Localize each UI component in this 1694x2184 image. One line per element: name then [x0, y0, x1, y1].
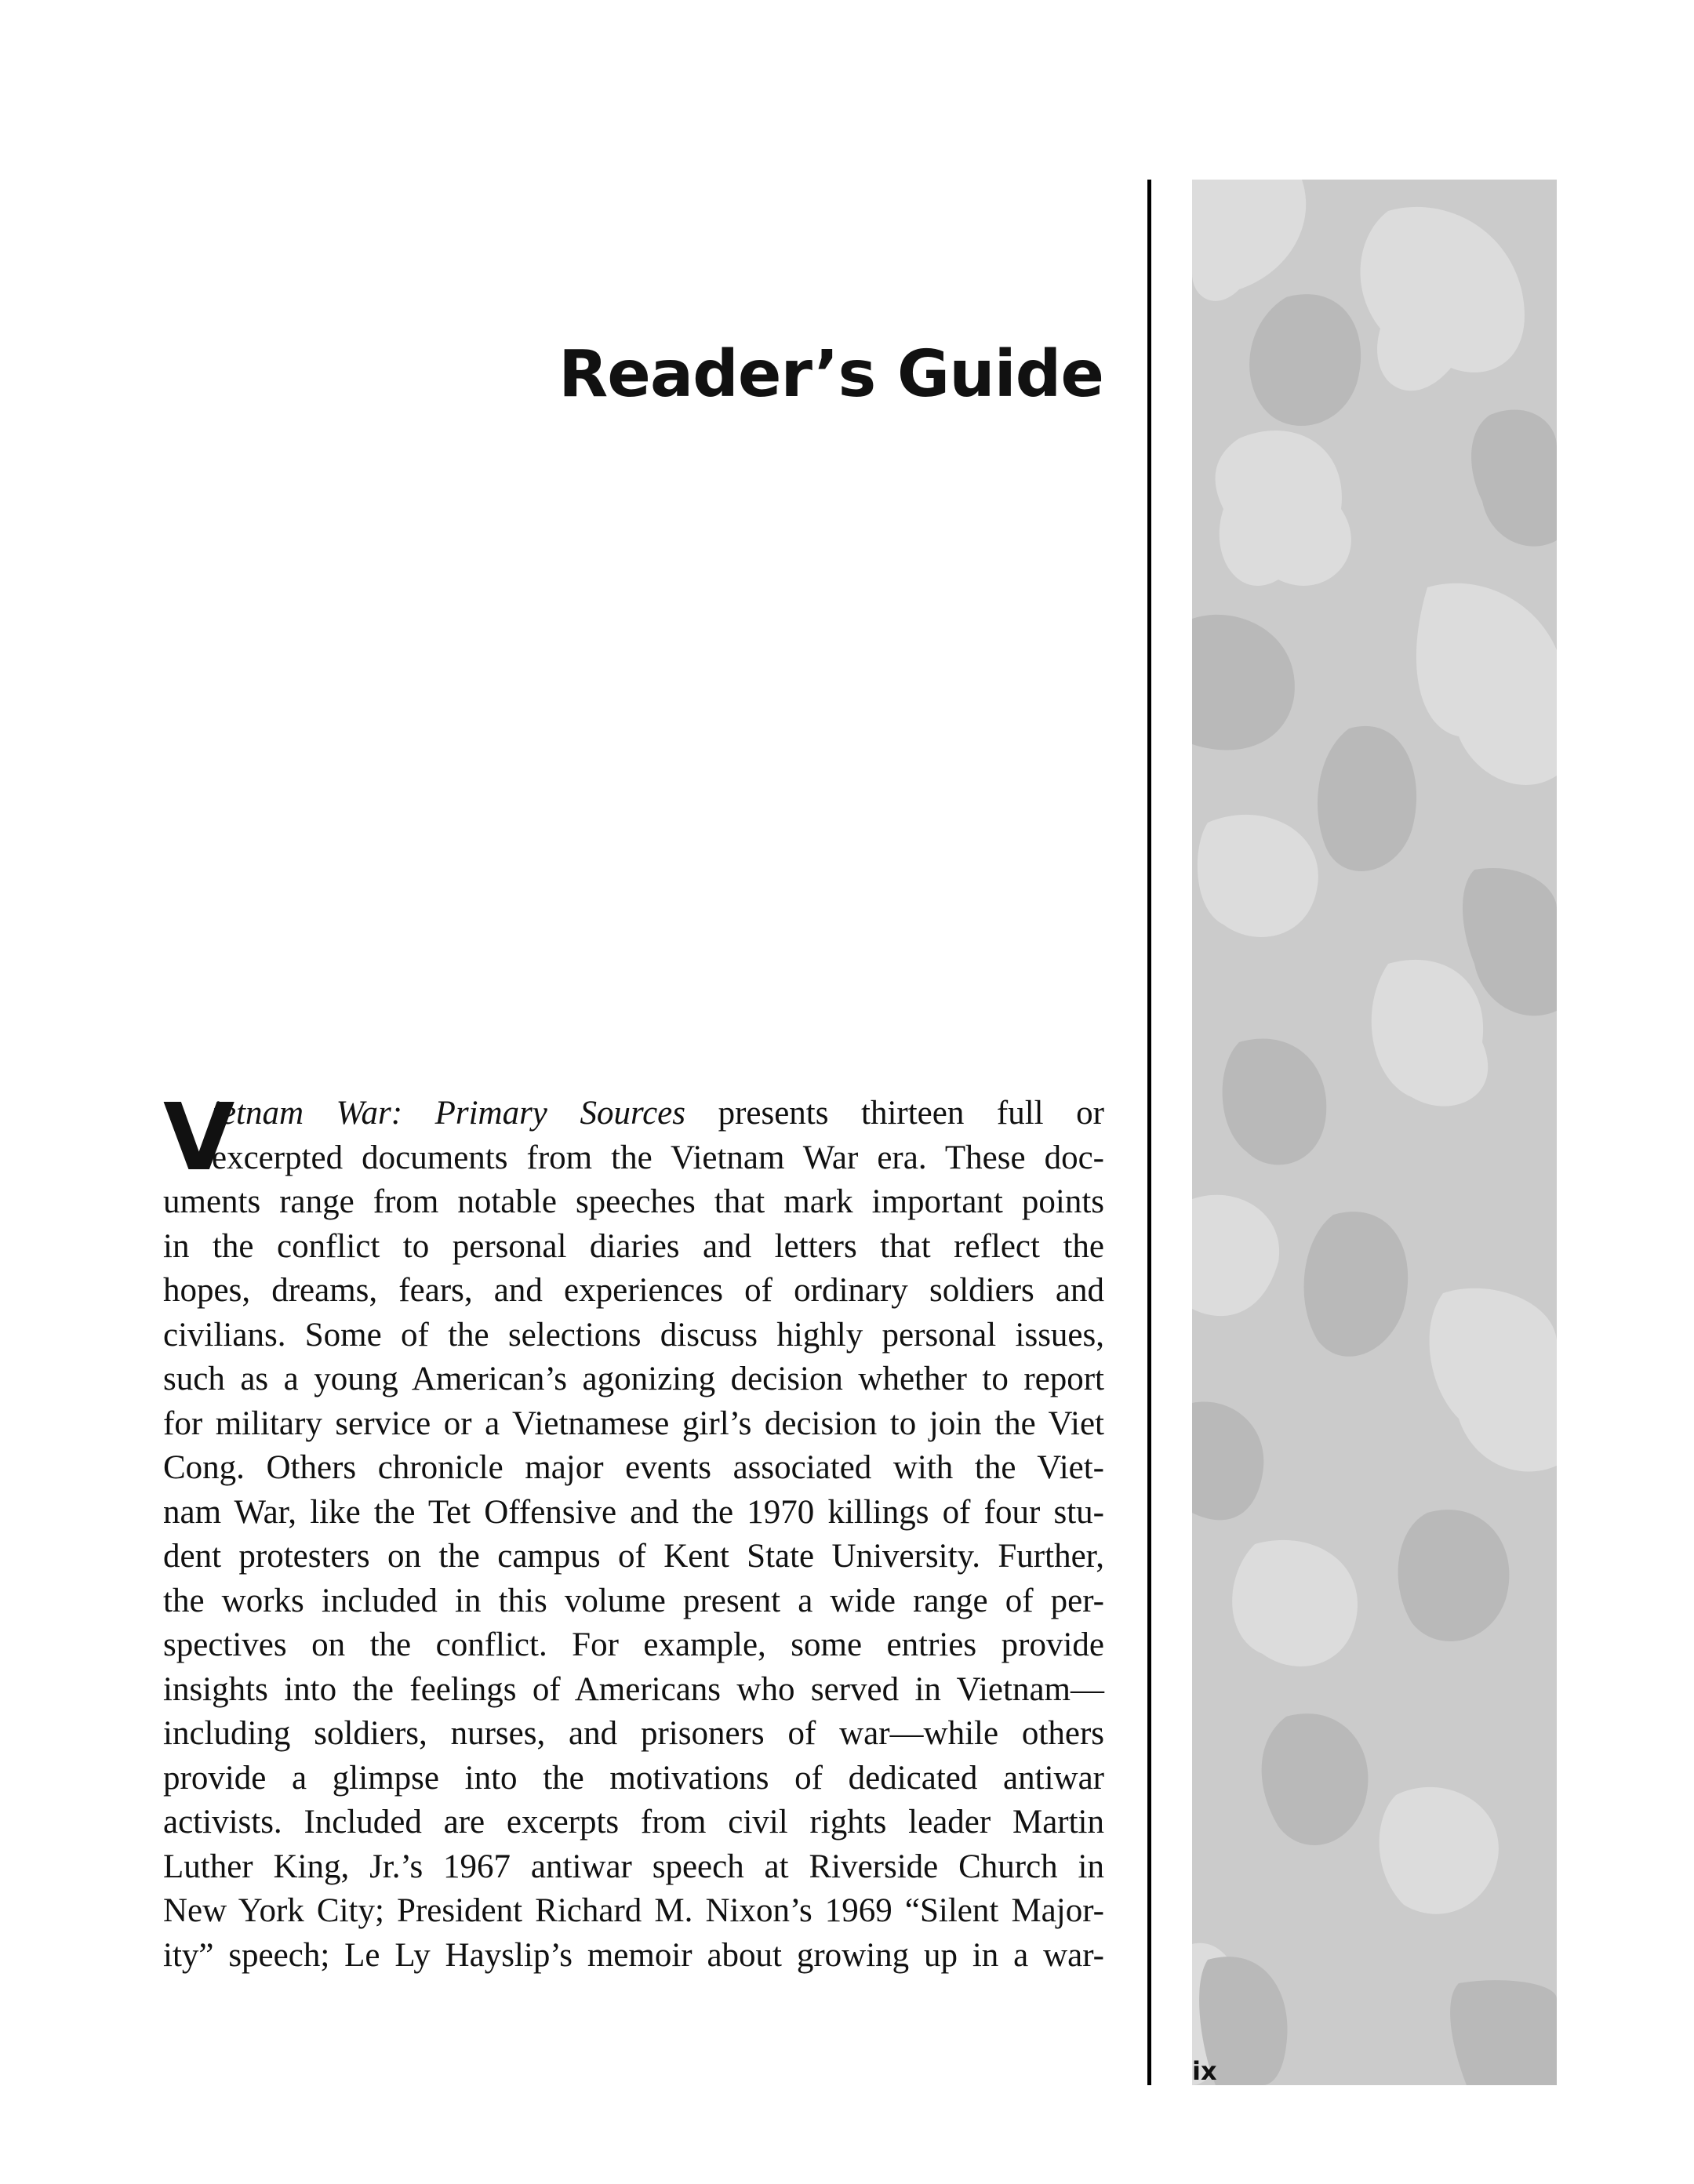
text-line: such as a young American’s agonizing decision whether to report — [163, 1361, 1104, 1397]
text-line: civilians. Some of the selections discuss highly personal issues, — [163, 1316, 1104, 1354]
text-fragment: presents thirteen full or — [718, 1095, 1104, 1132]
text-line: New York City; President Richard M. Nixon’s 1969 “Silent Major- — [163, 1892, 1104, 1929]
text-line — [212, 1092, 1104, 1136]
page-title: Reader’s Guide — [558, 337, 1103, 412]
text-line: Cong. Others chronicle major events associated with the Viet- — [163, 1449, 1104, 1486]
text-line: spectives on the conflict. For example, some entries provide — [163, 1626, 1104, 1663]
text-line: Luther King, Jr.’s 1967 antiwar speech at Riverside Church in — [163, 1848, 1104, 1885]
text-line: dent protesters on the campus of Kent State University. Further, — [163, 1538, 1104, 1575]
text-line: hopes, dreams, fears, and experiences of ordinary soldiers and — [163, 1272, 1104, 1309]
text-line: for military service or a Vietnamese girl’s decision to join the Viet — [163, 1405, 1104, 1442]
body-paragraph — [163, 1083, 1104, 1978]
text-line: activists. Included are excerpts from civil rights leader Martin — [163, 1804, 1104, 1841]
text-line: uments range from notable speeches that mark important points — [163, 1183, 1104, 1220]
text-line: insights into the feelings of Americans who served in Vietnam— — [163, 1670, 1104, 1708]
text-line: including soldiers, nurses, and prisoners of war—while others — [163, 1715, 1104, 1752]
vertical-rule — [1147, 180, 1151, 2085]
text-line: nam War, like the Tet Offensive and the 1970 killings of four stu- — [163, 1493, 1104, 1531]
book-title: ietnam War: Primary Sources — [212, 1095, 685, 1132]
text-line: in the conflict to personal diaries and letters that reflect the — [163, 1227, 1104, 1265]
text-line: provide a glimpse into the motivations of dedicated antiwar — [163, 1759, 1104, 1797]
page-number: ix — [1192, 2056, 1217, 2086]
drop-cap: V — [163, 1083, 235, 1191]
text-line: excerpted documents from the Vietnam War era. These doc- — [212, 1139, 1104, 1176]
camouflage-band — [1192, 180, 1557, 2085]
text-line: ity” speech; Le Ly Hayslip’s memoir about growing up in a war- — [163, 1936, 1104, 1974]
text-line: the works included in this volume present a wide range of per- — [163, 1582, 1104, 1619]
